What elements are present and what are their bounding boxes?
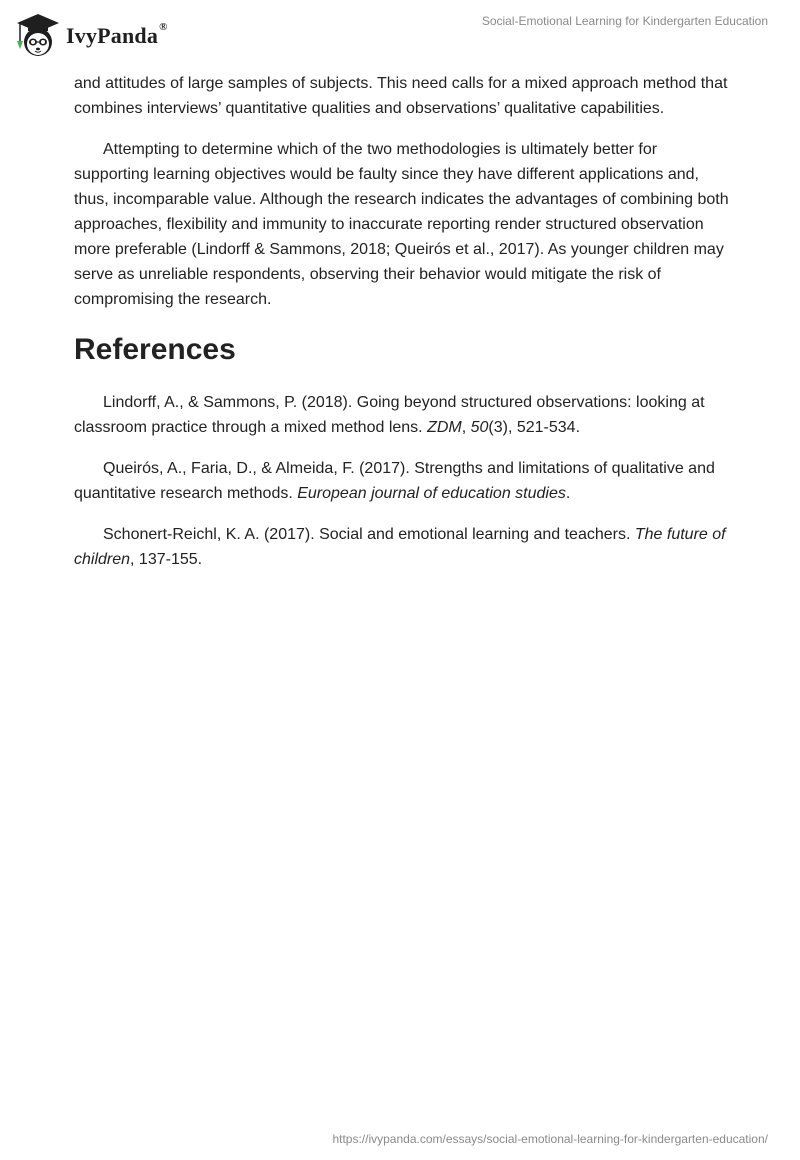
body-paragraph: Attempting to determine which of the two methodologies is ultimately better for supporting learning objectives would be faulty since they have different applications and, thus, incomparable value. Although the research indicates the advantages of combining both approaches, flexibility and immunity to inaccurate reporting render structured observation more preferable (Lindorff & Sammons, 2018; Queirós et al., 2017). As younger children may serve as unreliable respondents, observing their behavior would mitigate the risk of compromising the research. (74, 141, 729, 308)
reference-item: Schonert-Reichl, K. A. (2017). Social and emotional learning and teachers. The future of children, 137-155. (74, 526, 726, 568)
panda-graduate-icon (14, 11, 62, 59)
reference-item: Lindorff, A., & Sammons, P. (2018). Going beyond structured observations: looking at classroom practice through a mixed method lens. ZDM, 50(3), 521-534. (74, 394, 705, 436)
reference-journal: European journal of education studies (297, 485, 566, 502)
essay-content (74, 71, 734, 588)
body-paragraph: and attitudes of large samples of subjects. This need calls for a mixed approach method that combines interviews’ quantitative qualities and observations’ qualitative capabilities. (74, 75, 728, 117)
logo[interactable] (14, 8, 168, 62)
references-heading: References (74, 333, 236, 366)
registered-mark: ® (159, 21, 168, 33)
reference-journal: ZDM (427, 419, 462, 436)
reference-volume: 50 (470, 419, 489, 436)
source-url-link[interactable]: https://ivypanda.com/essays/social-emotional-learning-for-kindergarten-education/ (332, 1132, 768, 1146)
reference-item: Queirós, A., Faria, D., & Almeida, F. (2017). Strengths and limitations of qualitative and quantitative research methods. European journal of education studies. (74, 460, 715, 502)
document-title: Social-Emotional Learning for Kindergarten Education (481, 14, 768, 28)
reference-journal: The future of children (74, 526, 726, 568)
brand-name: IvyPanda® (66, 21, 168, 48)
